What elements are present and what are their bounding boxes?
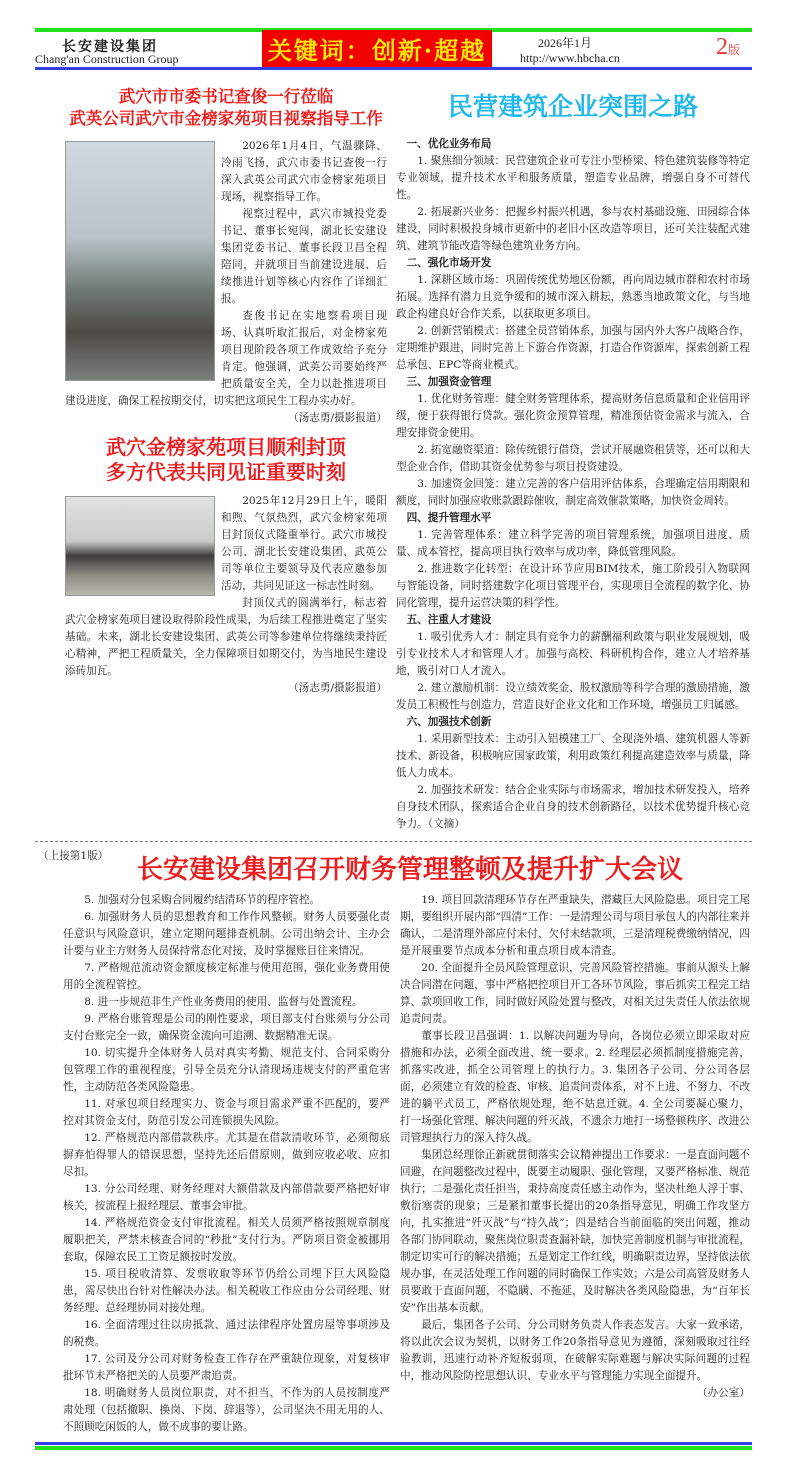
- article2-body: [65, 493, 387, 697]
- footer-green-rule: [35, 1446, 752, 1450]
- section-heading: 三、加强资金管理: [406, 376, 492, 388]
- footer: [35, 1442, 800, 1450]
- section-item: 1. 采用新型技术：主动引入铝模建工厂、全现浇外墙、建筑机器人等新技术、新设备，积极响应国家政策，利用政策红利提高建造效率与质量，降低人力成本。: [396, 733, 750, 779]
- continued-note: （上接第1版）: [38, 850, 109, 862]
- article4-paragraph: 8. 进一步规范非生产性业务费用的使用、监督与处置流程。: [84, 996, 363, 1008]
- article1-paragraph: 视察过程中，武穴市城投党委书记、董事长宛闯，湖北长安建设集团党委书记、董事长段卫昌全程陪同，并就项目当前建设进展、后续推进计划等核心内容作了详细汇报。: [221, 208, 387, 305]
- top-section: [65, 86, 800, 833]
- article4-paragraph: 18. 明确财务人员岗位职责，对不担当、不作为的人员按制度严肃处理（包括撤职、换岗、下岗、辞退等），公司坚决不用无用的人、不照顾吃闲饭的人，做不成事的要让路。: [63, 1387, 390, 1433]
- article4-paragraph: 13. 分公司经理、财务经理对大额借款及内部借款要严格把好审核关，按流程上报经理层、董事会审批。: [63, 1183, 390, 1212]
- article3-title: 民营建筑企业突围之路: [447, 92, 698, 121]
- section-item: 2. 创新营销模式：搭建全员营销体系，加强与国内外大客户战略合作，定期维护跟进，同时完善上下游合作资源，打造合作资源库，探索创新工程总承包、EPC等商业模式。: [396, 325, 750, 371]
- article2-photo: [65, 496, 215, 596]
- page-num: 2: [716, 34, 728, 60]
- article4-paragraph: 6. 加强财务人员的思想教育和工作作风整顿。财务人员要强化责任意识与风险意识，建立定期问题排查机制。公司出纳会计、主办会计要与业主方财务人员保持常态化对接，及时掌握账目往来情况。: [63, 911, 390, 957]
- article4-paragraph: 10. 切实提升全体财务人员对真实考勤、规范支付、合同采购分包管理工作的重视程度，引导全员充分认清现场违规支付的严重危害性，主动防范各类风险隐患。: [63, 1047, 390, 1093]
- article4-paragraph: 15. 项目税收清算、发票收取等环节仍给公司埋下巨大风险隐患，需尽快出台针对性解决办法。相关税收工作应由分公司经理、财务经理、总经理协同对接处理。: [63, 1268, 390, 1314]
- article2-title-line: 武穴金榜家苑项目顺利封顶: [106, 435, 346, 459]
- section-item: 2. 加强技术研发：结合企业实际与市场需求，增加技术研发投入，培养自身技术团队，探索适合企业自身的技术创新路径，以技术优势提升核心竞争力。（文摘）: [396, 784, 750, 830]
- masthead-logo-cn: 长安建设集团: [62, 39, 158, 55]
- article2-byline: （汤志勇/摄影报道）: [288, 682, 387, 694]
- article2-paragraph: 封顶仪式的圆满举行，标志着武穴金榜家苑项目建设取得阶段性成果，为后续工程推进奠定了坚实基础。未来，湖北长安建设集团、武英公司等参建单位将继续秉持匠心精神，严把工程质量关，全力保障项目如期交付，为当地民生建设添砖加瓦。: [65, 597, 387, 677]
- article4-paragraph: 19. 项目回款清理环节存在严重缺失，潜藏巨大风险隐患。项目完工尾期，要组织开展内部“四清”工作：一是清理公司与项目承包人的内部往来并确认，二是清理外部应付未付、欠付未结款项，三是清理税费缴纳情况，四是开展重要节点成本分析和重点项目成本清查。: [400, 894, 750, 957]
- article4-paragraph: 12. 严格规范内部借款秩序。尤其是在借款清收环节，必须彻底摒弃怕得罪人的错误思想，坚持先还后借原则，做到应收必收、应扣尽扣。: [63, 1132, 390, 1178]
- article4-byline: （办公室）: [697, 1387, 750, 1399]
- article4-header: [0, 846, 800, 886]
- section-item: 2. 拓展新兴业务：把握乡村振兴机遇，参与农村基础设施、田园综合体建设，同时积极投身城市更新中的老旧小区改造等项目，还可关注装配式建筑、建筑节能改造等绿色建筑业务方向。: [396, 206, 750, 252]
- issue-date: 2026年1月: [537, 36, 592, 50]
- article1-photo: [65, 141, 215, 381]
- article4-paragraph: 5. 加强对分包采购合同履约结清环节的程序管控。: [84, 894, 321, 906]
- keyword-label: 关键词：: [267, 36, 372, 65]
- section-item: 1. 吸引优秀人才：制定具有竞争力的薪酬福利政策与职业发展规划，吸引专业技术人才和管理人才。加强与高校、科研机构合作，建立人才培养基地，吸引对口人才流入。: [396, 631, 750, 677]
- website-url[interactable]: http://www.hbcha.cn: [520, 51, 620, 65]
- page-number: [716, 34, 740, 61]
- section-item: 2. 推进数字化转型：在设计环节应用BIM技术，施工阶段引入物联网与智能设备，同时搭建数字化项目管理平台，实现项目全流程的数字化、协同化管理，提升运营决策的科学性。: [396, 563, 750, 609]
- article3-body: [396, 136, 750, 833]
- article1-paragraph: 查俊书记在实地察看项目现场、认真听取汇报后，对金榜家苑项目现阶段各项工作成效给予充分肯定。他强调，武英公司要始终严把质量安全关，全力以赴推进项目建设进度，确保工程按期交付，切实把这项民生工程办实办好。: [65, 310, 387, 407]
- article2-title-line: 多方代表共同见证重要时刻: [106, 460, 346, 484]
- masthead: [0, 0, 800, 86]
- article1-body: [65, 138, 387, 427]
- section-heading: 四、提升管理水平: [406, 512, 492, 524]
- article4-paragraph: 9. 严格台账管理是公司的刚性要求，项目部支付台账须与分公司支付台账完全一致，确保资金流向可追溯、数据精准无误。: [63, 1013, 390, 1042]
- article4-title: 长安建设集团召开财务管理整顿及提升扩大会议: [136, 855, 683, 885]
- left-column: [65, 86, 387, 833]
- article4-paragraph: 7. 严格规范流动资金额度核定标准与使用范围，强化业务费用使用的全流程管控。: [63, 962, 390, 991]
- section-heading: 六、加强技术创新: [406, 716, 492, 728]
- section-divider: [35, 841, 752, 842]
- article1-paragraph: 2026年1月4日，气温骤降、冷雨飞扬，武穴市委书记查俊一行深入武英公司武穴市金榜家苑项目现场，视察指导工作。: [221, 140, 387, 203]
- article2-paragraph: 2025年12月29日上午，暖阳和煦、气氛热烈，武穴金榜家苑项目封顶仪式隆重举行。武穴市城投公司、湖北长安建设集团、武英公司等单位主要领导及代表应邀参加活动，共同见证这一标志性时刻。: [221, 495, 387, 592]
- section-item: 1. 深耕区域市场：巩固传统优势地区份额，再向周边城市群和农村市场拓展。选择有潜力且竞争缓和的城市深入耕耘，熟悉当地政策文化，与当地政企构建良好合作关系，以获取更多项目。: [396, 274, 750, 320]
- article4-paragraph: 11. 对承包项目经理实力、资金与项目需求严重不匹配的，要严控对其资金支付，防范引发公司连锁损失风险。: [63, 1098, 390, 1127]
- masthead-logo-en: Chang'an Construction Group: [35, 52, 179, 66]
- section-item: 2. 拓宽融资渠道：除传统银行借贷，尝试开展融资租赁等，还可以和大型企业合作，借助其资金优势参与项目投资建设。: [396, 444, 750, 473]
- article4-paragraph: 董事长段卫昌强调：1. 以解决问题为导向，各岗位必须立即采取对应措施和办法，必须全面改进、统一要求。2. 经理层必须抓制度措施完善，抓落实改进，抓全公司管理上的执行力。3. 集团各子公司、分公司各层面，必须建立有效的检查、审核、追责问责体系，对不上进、不努力、不改进的躺平式员工，严格依规处理，绝不姑息迁就。4. 全公司要凝心聚力，打一场强化管理、解决问题的歼灭战，不遗余力地打一场整顿秩序、改进公司管理执行力的深入持久战。: [400, 1030, 750, 1144]
- article4-paragraph: 最后，集团各子公司、分公司财务负责人作表态发言。大家一致承诺，将以此次会议为契机，以财务工作20条指导意见为遵循，深刻吸取过往经验教训，迅速行动补齐短板弱项，在破解实际难题与解决实际问题的过程中，推动风险防控思想认识、专业水平与管理能力实现全面提升。: [400, 1319, 750, 1382]
- article1-title: [45, 86, 407, 130]
- page-suffix: 版: [728, 43, 741, 57]
- article4-columns: [63, 892, 800, 1436]
- section-heading: 二、强化市场开发: [406, 257, 492, 269]
- section-item: 1. 聚焦细分领域：民营建筑企业可专注小型桥梁、特色建筑装修等特定专业领域，提升技术水平和服务质量，塑造专业品牌，增强自身不可替代性。: [396, 155, 750, 201]
- section-heading: 一、优化业务布局: [406, 138, 492, 150]
- section-item: 1. 完善管理体系：建立科学完善的项目管理系统，加强项目进度、质量、成本管控，提高项目执行效率与成功率，降低管理风险。: [396, 529, 750, 558]
- header-bottom-rule: [35, 67, 752, 70]
- article4-paragraph: 20. 全面提升全员风险管理意识，完善风险管控措施。事前从源头上解决合同潜在问题，事中严格把控项目开工各环节风险，事后抓实工程完工结算、款项回收工作，同时做好风险处置与整改，对相关过失责任人依法依规追责问责。: [400, 962, 750, 1025]
- article1-title-line: 武英公司武穴市金榜家苑项目视察指导工作: [69, 109, 383, 128]
- keyword-text: 创新·超越: [371, 36, 487, 65]
- keyword-banner: [262, 30, 492, 67]
- article4-paragraph: 17. 公司及分公司对财务检查工作存在严重缺位现象，对复核审批环节未严格把关的人员要严肃追责。: [63, 1353, 390, 1382]
- article4-paragraph: 16. 全面清理过往以房抵款、通过法律程序处置房屋等事项涉及的税费。: [63, 1319, 390, 1348]
- right-column: [396, 86, 750, 833]
- article4-paragraph: 集团总经理徐正新就贯彻落实会议精神提出工作要求：一是直面问题不回避，在问题整改过程中，既要主动履职、强化管理，又要严格标准、规范执行；二是强化责任担当，秉持高度责任感主动作为，坚决杜绝人浮于事、敷衍塞责的现象；三是紧扣董事长提出的20条指导意见，明确工作攻坚方向，扎实推进“歼灭战”与“持久战”；四是结合当前面临的突出问题，推动各部门协同联动，聚焦岗位职责查漏补缺，加快完善制度机制与审批流程，制定切实可行的解决措施；五是划定工作红线，明确职责边界，坚持依法依规办事，在灵活处理工作问题的同时确保工作实效；六是公司高管及财务人员要敢于直面问题，不隐瞒、不拖延，及时解决各类风险隐患，为“百年长安”作出基本贡献。: [400, 1149, 750, 1314]
- article4-right-column: [400, 892, 750, 1436]
- footer-blue-rule: [35, 1442, 752, 1445]
- article2-title: [65, 435, 387, 485]
- section-heading: 五、注重人才建设: [406, 614, 492, 626]
- article4-left-column: [63, 892, 390, 1436]
- article4-paragraph: 14. 严格规范资金支付审批流程。相关人员须严格按照规章制度履职把关，严禁未核查合同的“秒批”支付行为。严防项目资金被挪用套取，保障农民工工资足额按时发放。: [63, 1217, 390, 1263]
- article1-title-line: 武穴市市委书记查俊一行莅临: [118, 87, 334, 106]
- section-item: 1. 优化财务管理：健全财务管理体系，提高财务信息质量和企业信用评级，便于获得银行贷款。强化资金预算管理，精准预估资金需求与流入，合理安排资金使用。: [396, 393, 750, 439]
- section-item: 3. 加速资金回笼：建立完善的客户信用评估体系，合理确定信用期限和额度，同时加强应收账款跟踪催收，制定高效催款策略，加快资金周转。: [396, 478, 750, 507]
- article1-byline: （汤志勇/摄影报道）: [288, 412, 387, 424]
- section-item: 2. 建立激励机制：设立绩效奖金、股权激励等科学合理的激励措施，激发员工积极性与创造力，营造良好企业文化和工作环境，增强员工归属感。: [396, 682, 750, 711]
